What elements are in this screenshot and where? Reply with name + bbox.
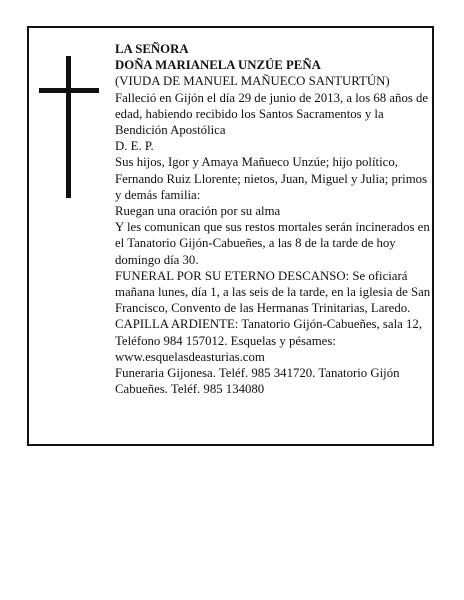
funeral-home-info: Funeraria Gijonesa. Teléf. 985 341720. Tanatorio Gijón Cabueñes. Teléf. 985 134080	[115, 366, 400, 397]
notice-title: LA SEÑORA	[115, 42, 189, 56]
chapel-info: CAPILLA ARDIENTE: Tanatorio Gijón-Cabueñes, sala 12, Teléfono 984 157012. Esquelas y pésames: www.esquelasdeasturias.com	[115, 317, 423, 364]
cross-horizontal-bar	[39, 88, 99, 93]
cross-icon	[39, 56, 99, 198]
widow-line: (VIUDA DE MANUEL MAÑUECO SANTURTÚN)	[115, 74, 390, 89]
funeral-info: FUNERAL POR SU ETERNO DESCANSO: Se oficiará mañana lunes, día 1, a las seis de la tarde, en la iglesia de San Francisco, Convento de las Hermanas Trinitarias, Laredo.	[115, 268, 431, 316]
prayer-request: Ruegan una oración por su alma	[115, 204, 281, 219]
rip-abbreviation: D. E. P.	[115, 139, 154, 154]
deceased-name: DOÑA MARIANELA UNZÚE PEÑA	[115, 58, 321, 73]
family-list: Sus hijos, Igor y Amaya Mañueco Unzúe; hijo político, Fernando Ruiz Llorente; nietos, Juan, Miguel y Julia; primos y demás familia:	[115, 155, 428, 202]
death-details: Falleció en Gijón el día 29 de junio de 2013, a los 68 años de edad, habiendo recibido los Santos Sacramentos y la Bendición Apostólica	[115, 90, 429, 138]
notice-text	[115, 41, 431, 397]
cremation-info: Y les comunican que sus restos mortales serán incinerados en el Tanatorio Gijón-Cabueñes, a las 8 de la tarde de hoy domingo día 30.	[115, 220, 430, 267]
obituary-notice	[27, 26, 434, 446]
cross-vertical-bar	[66, 56, 71, 198]
